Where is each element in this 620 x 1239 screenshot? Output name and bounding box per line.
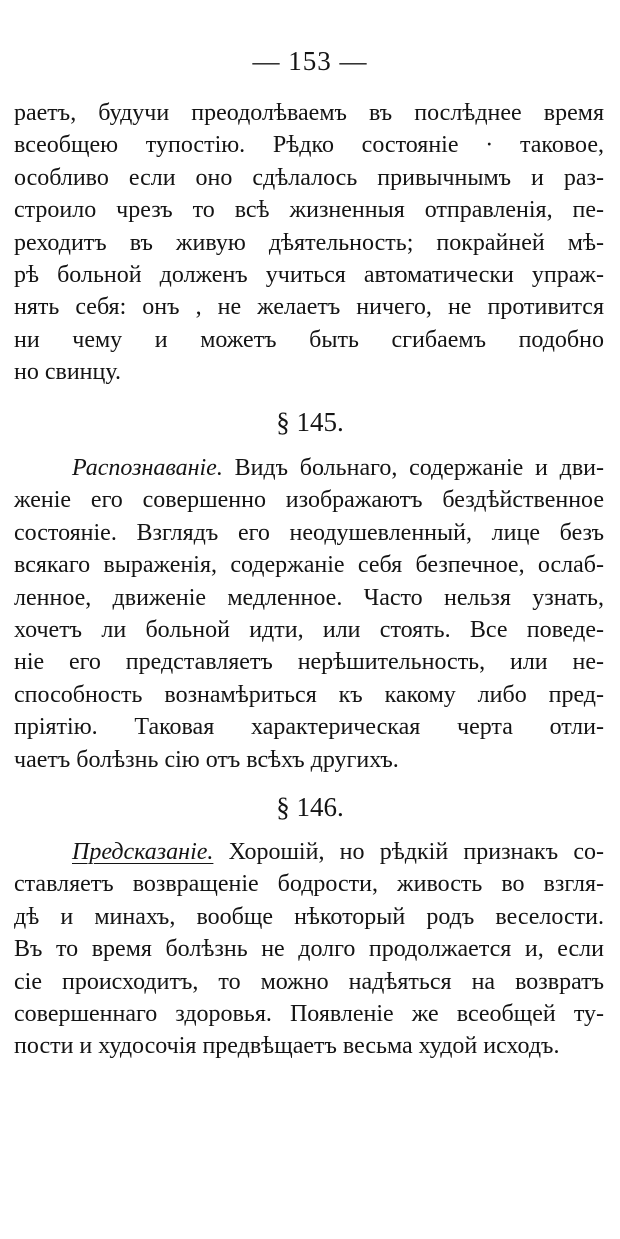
section-145-term: Распознаваніе. xyxy=(72,455,223,481)
text-line: всякаго выраженія, содержаніе себя безпечное, ослаб- xyxy=(14,552,604,579)
section-145-first-line: Видъ больнаго, содержаніе и дви- xyxy=(222,455,604,481)
text-line: женіе его совершенно изображаютъ бездѣйственное xyxy=(14,487,604,514)
continuation-paragraph xyxy=(14,97,604,389)
text-line: рѣ больной долженъ учиться автоматически упраж- xyxy=(14,261,604,288)
text-line: сіе происходитъ, то можно надѣяться на возвратъ xyxy=(14,968,604,995)
text-line: ніе его представляетъ нерѣшительность, или не- xyxy=(14,649,604,676)
section-146-term: Предсказаніе. xyxy=(72,839,214,865)
text-line: способность вознамѣриться къ какому либо пред- xyxy=(14,681,604,708)
text-line: состояніе. Взглядъ его неодушевленный, лице безъ xyxy=(14,519,604,546)
text-line: пости и худосочія предвѣщаетъ весьма худой исходъ. xyxy=(14,1033,560,1060)
text-line xyxy=(14,836,604,868)
text-line: всеобщею тупостію. Рѣдко состояніе ∙ таковое, xyxy=(14,132,604,159)
text-line: хочетъ ли больной идти, или стоять. Все поведе- xyxy=(14,616,604,643)
text-line: дѣ и минахъ, вообще нѣкоторый родъ веселости. xyxy=(14,903,604,930)
text-line: ни чему и можетъ быть сгибаемъ подобно xyxy=(14,326,604,353)
text-line: чаетъ болѣзнь сію отъ всѣхъ другихъ. xyxy=(14,746,399,773)
section-146-first-line: Хорошій, но рѣдкій признакъ со- xyxy=(213,839,604,865)
section-146-paragraph xyxy=(14,836,604,1063)
text-line: но свинцу. xyxy=(14,359,121,386)
page-number: — 153 — xyxy=(252,46,368,76)
text-line: особливо если оно сдѣлалось привычнымъ и раз- xyxy=(14,164,604,191)
text-line: строило чрезъ то всѣ жизненныя отправленія, пе- xyxy=(14,197,604,224)
text-line: ставляетъ возвращеніе бодрости, живость во взгля- xyxy=(14,871,604,898)
text-line: нять себя: онъ , не желаетъ ничего, не противится xyxy=(14,294,604,321)
text-line: раетъ, будучи преодолѣваемъ въ послѣднее время xyxy=(14,100,604,126)
section-146-heading: § 146. xyxy=(276,792,344,822)
text-line: реходитъ въ живую дѣятельность; покрайней мѣ- xyxy=(14,229,604,256)
section-145-paragraph xyxy=(14,452,604,776)
text-line: ленное, движеніе медленное. Часто нельзя узнать, xyxy=(14,584,604,611)
text-line: пріятію. Таковая характерическая черта отли- xyxy=(14,714,604,741)
text-line xyxy=(14,452,604,484)
text-line: Въ то время болѣзнь не долго продолжается и, если xyxy=(14,936,604,963)
section-145-heading: § 145. xyxy=(276,407,344,437)
text-line: совершеннаго здоровья. Появленіе же всеобщей ту- xyxy=(14,1000,604,1027)
